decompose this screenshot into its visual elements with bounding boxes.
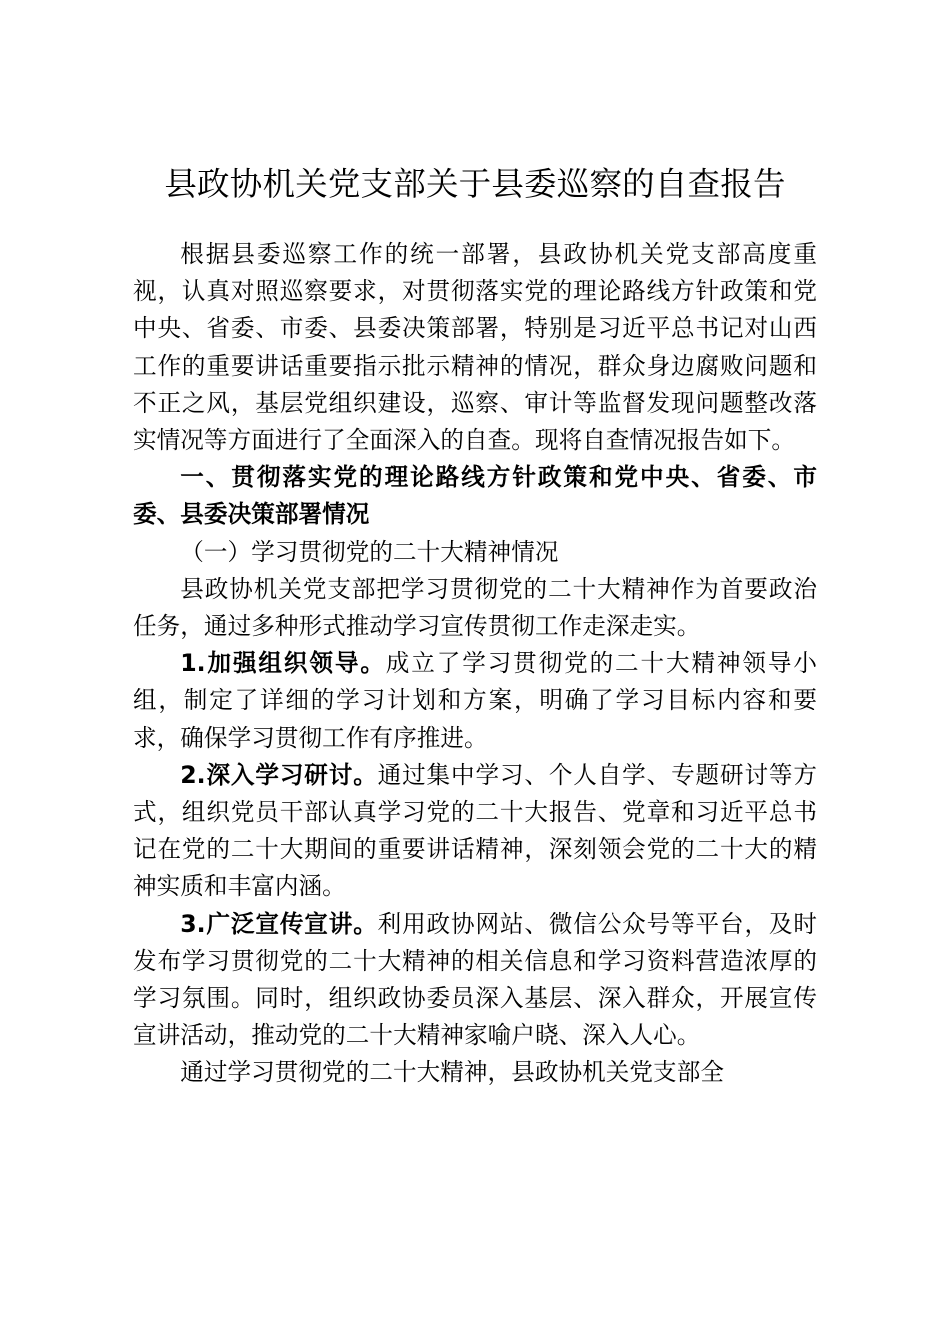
list-item-2-body: 通过集中学习、个人自学、专题研讨等方式，组织党员干部认真学习党的二十大报告、党章和习近平总书记在党的二十大期间的重要讲话精神，深刻领会党的二十大的精神实质和丰富内涵。 [133,760,817,901]
list-item-3 [133,906,817,1055]
section-heading-1: 一、贯彻落实党的理论路线方针政策和党中央、省委、市委、县委决策部署情况 [133,463,817,529]
list-item-2-lead: 2.深入学习研讨。 [180,760,378,789]
list-item-3-lead: 3.广泛宣传宣讲。 [180,909,378,938]
document-content [133,0,817,1092]
list-item-3-body: 利用政协网站、微信公众号等平台，及时发布学习贯彻党的二十大精神的相关信息和学习资料营造浓厚的学习氛围。同时，组织政协委员深入基层、深入群众，开展宣传宣讲活动，推动党的二十大精神家喻户晓、深入人心。 [133,909,817,1050]
page-title-text: 县政协机关党支部关于县委巡察的自查报告 [164,165,786,203]
paragraph-section-1-1-intro: 县政协机关党支部把学习贯彻党的二十大精神作为首要政治任务，通过多种形式推动学习宣传贯彻工作走深走实。 [133,574,817,641]
list-item-2 [133,757,817,906]
page-title [133,0,817,212]
list-item-1 [133,645,817,757]
paragraph-intro: 根据县委巡察工作的统一部署，县政协机关党支部高度重视，认真对照巡察要求，对贯彻落实党的理论路线方针政策和党中央、省委、市委、县委决策部署，特别是习近平总书记对山西工作的重要讲话重要指示批示精神的情况，群众身边腐败问题和不正之风，基层党组织建设，巡察、审计等监督发现问题整改落实情况等方面进行了全面深入的自查。现将自查情况报告如下。 [133,240,817,455]
subsection-heading-1-1: （一）学习贯彻党的二十大精神情况 [180,537,559,566]
list-item-1-lead: 1.加强组织领导。 [180,649,386,678]
list-item-1-body: 成立了学习贯彻党的二十大精神领导小组，制定了详细的学习计划和方案，明确了学习目标内容和要求，确保学习贯彻工作有序推进。 [133,649,817,752]
paragraph-closing-partial: 通过学习贯彻党的二十大精神，县政协机关党支部全 [180,1058,724,1087]
